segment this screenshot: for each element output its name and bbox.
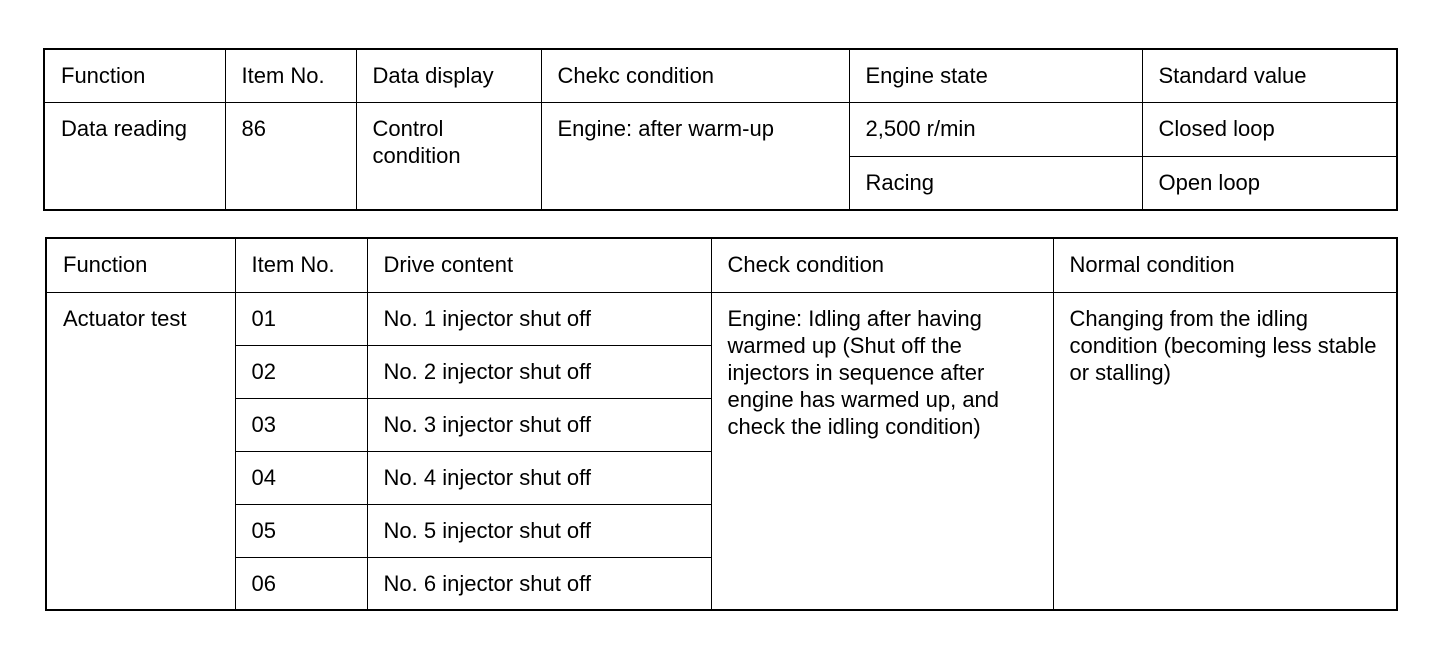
header-item-no: Item No.	[225, 49, 356, 102]
cell-engine-state: Racing	[849, 156, 1142, 210]
header-check-condition: Chekc condition	[541, 49, 849, 102]
cell-function: Data reading	[44, 102, 225, 210]
cell-drive-content: No. 3 injector shut off	[367, 398, 711, 451]
cell-item-no: 04	[235, 451, 367, 504]
cell-normal-condition: Changing from the idling condition (becoming less stable or stalling)	[1053, 292, 1397, 610]
header-item-no: Item No.	[235, 238, 367, 292]
header-drive-content: Drive content	[367, 238, 711, 292]
header-standard-value: Standard value	[1142, 49, 1397, 102]
data-reading-table	[43, 48, 1398, 211]
table-header-row	[44, 49, 1397, 102]
cell-item-no: 01	[235, 292, 367, 345]
header-check-condition: Check condition	[711, 238, 1053, 292]
cell-item-no: 86	[225, 102, 356, 210]
cell-item-no: 03	[235, 398, 367, 451]
header-function: Function	[46, 238, 235, 292]
table-header-row	[46, 238, 1397, 292]
cell-check-condition: Engine: Idling after having warmed up (Shut off the injectors in sequence after engine has warmed up, and check the idling condition)	[711, 292, 1053, 610]
table-row	[44, 102, 1397, 156]
cell-drive-content: No. 1 injector shut off	[367, 292, 711, 345]
cell-item-no: 06	[235, 557, 367, 610]
cell-drive-content: No. 5 injector shut off	[367, 504, 711, 557]
actuator-test-table	[45, 237, 1398, 611]
header-engine-state: Engine state	[849, 49, 1142, 102]
header-normal-condition: Normal condition	[1053, 238, 1397, 292]
cell-data-display: Control condition	[356, 102, 541, 210]
cell-drive-content: No. 2 injector shut off	[367, 345, 711, 398]
cell-item-no: 05	[235, 504, 367, 557]
table-row	[46, 292, 1397, 345]
cell-standard-value: Open loop	[1142, 156, 1397, 210]
cell-drive-content: No. 4 injector shut off	[367, 451, 711, 504]
cell-drive-content: No. 6 injector shut off	[367, 557, 711, 610]
cell-engine-state: 2,500 r/min	[849, 102, 1142, 156]
header-function: Function	[44, 49, 225, 102]
cell-check-condition: Engine: after warm-up	[541, 102, 849, 210]
cell-standard-value: Closed loop	[1142, 102, 1397, 156]
cell-function: Actuator test	[46, 292, 235, 610]
cell-item-no: 02	[235, 345, 367, 398]
header-data-display: Data display	[356, 49, 541, 102]
